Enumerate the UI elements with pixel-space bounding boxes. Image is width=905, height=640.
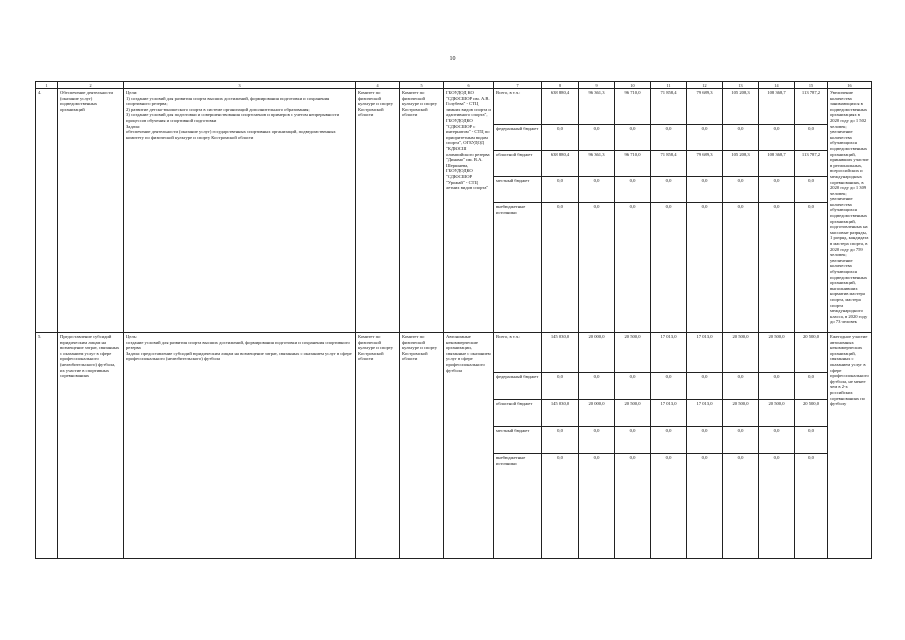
header-cell: 12 (687, 82, 723, 89)
funding-value: 0,0 (687, 203, 723, 333)
funding-value: 0,0 (795, 177, 828, 203)
funding-value: 96 710,0 (615, 151, 651, 177)
funding-source: местный бюджет (494, 177, 542, 203)
header-cell: 7 (494, 82, 542, 89)
header-cell: 5 (400, 82, 444, 89)
funding-value: 20 500,0 (615, 400, 651, 427)
executor: Комитет по физической культуре и спорту Костромской области (356, 333, 400, 559)
co-executor: Комитет по физической культуре и спорту Костромской области (400, 89, 444, 333)
funding-source: федеральный бюджет (494, 125, 542, 151)
funding-value: 0,0 (579, 125, 615, 151)
funding-value: 0,0 (687, 125, 723, 151)
header-cell: 4 (356, 82, 400, 89)
funding-value: 20 500,0 (615, 333, 651, 373)
header-cell: 3 (124, 82, 356, 89)
expected-result: Увеличение количества занимающихся в подведомственных организациях в 2020 году до 1 502 человек; увеличение количества обучающихся подведомственных организаций, принявших участие в региональных, всероссийских и международных соревнованиях, в 2020 году до 1 309 человек; увеличение количества обучающихся подведомственных организаций, подготовленных на массовые разряды, 1 разряд, кандидата в мастера спорта, в 2020 году до 759 человек; увеличение количества обучающихся подведомственных организаций, выполнивших норматив мастера спорта, мастера спорта международного класса, в 2020 году до 73 человек (828, 89, 872, 333)
funding-value: 0,0 (615, 177, 651, 203)
funding-value: 0,0 (542, 125, 579, 151)
funding-value: 17 013,0 (687, 333, 723, 373)
funding-value: 0,0 (542, 177, 579, 203)
header-cell: 8 (542, 82, 579, 89)
funding-value: 20 500,0 (723, 333, 759, 373)
funding-value: 0,0 (687, 454, 723, 559)
funding-value: 0,0 (795, 454, 828, 559)
funding-value: 0,0 (759, 427, 795, 454)
funding-value: 0,0 (651, 203, 687, 333)
funding-value: 0,0 (579, 427, 615, 454)
funding-value: 0,0 (723, 203, 759, 333)
funding-value: 145 030,0 (542, 333, 579, 373)
page-number: 10 (449, 56, 456, 62)
funding-value: 0,0 (542, 427, 579, 454)
funding-value: 0,0 (723, 177, 759, 203)
funding-value: 0,0 (615, 427, 651, 454)
table-row (36, 333, 872, 373)
funding-value: 105 208,3 (723, 151, 759, 177)
funding-value: 0,0 (759, 373, 795, 400)
expected-result: Ежегодное участие автономных некоммерческих организаций, связанных с оказанием услуг в сфере профессионального футбола, не менее чем в 2-х российских соревнованиях по футболу (828, 333, 872, 559)
funding-value: 0,0 (759, 454, 795, 559)
goal-text: Цель: создание условий для развития спорта высших достижений, формирования подготовки и сохранения спортивного резерва Задача: предоставление субсидий юридическим лицам на возмещение затрат, связанных с оказанием услуг в сфере профессионального (нелюбительского) футбола (124, 333, 356, 559)
funding-value: 0,0 (651, 125, 687, 151)
header-cell: 14 (759, 82, 795, 89)
funding-value: 17 013,0 (651, 400, 687, 427)
funding-value: 108 368,7 (759, 151, 795, 177)
row-index: 5. (36, 333, 58, 559)
funding-value: 20 500,0 (759, 400, 795, 427)
header-cell: 9 (579, 82, 615, 89)
funding-value: 20 000,0 (579, 333, 615, 373)
header-cell: 10 (615, 82, 651, 89)
funding-value: 20 500,0 (723, 400, 759, 427)
funding-value: 0,0 (687, 427, 723, 454)
funding-value: 96 361,3 (579, 151, 615, 177)
funding-value: 20 500,0 (795, 333, 828, 373)
funding-value: 0,0 (795, 203, 828, 333)
funding-value: 0,0 (651, 427, 687, 454)
funding-value: 0,0 (542, 454, 579, 559)
co-executor: Комитет по физической культуре и спорту Костромской области (400, 333, 444, 559)
goal-text: Цели: 1) создание условий для развития спорта высших достижений, формирования подготовки и сохранения спортивного резерва; 2) развитие детско-юношеского спорта в системе организаций дополнительного образования; 3) создание условий для подготовки и совершенствования спортсменов и примеров с учетом непрерывности процессов обучения и спортивной подготовки Задача: обеспечение деятельности (оказание услуг) государственных спортивных организаций, подведомственных комитету по физической культуре и спорту Костромской области (124, 89, 356, 333)
funding-value: 0,0 (651, 454, 687, 559)
funding-value: 0,0 (579, 454, 615, 559)
funding-source: областной бюджет (494, 151, 542, 177)
funding-value: 108 368,7 (759, 89, 795, 125)
funding-value: 0,0 (651, 177, 687, 203)
funding-value: 0,0 (615, 125, 651, 151)
funding-value: 0,0 (651, 373, 687, 400)
funding-source: Всего, в т.ч.: (494, 333, 542, 373)
funding-value: 0,0 (579, 177, 615, 203)
funding-value: 0,0 (615, 203, 651, 333)
funding-value: 0,0 (759, 177, 795, 203)
funding-value: 96 710,0 (615, 89, 651, 125)
funding-value: 20 500,0 (759, 333, 795, 373)
funding-value: 96 361,3 (579, 89, 615, 125)
funding-value: 105 208,3 (723, 89, 759, 125)
funding-value: 0,0 (687, 177, 723, 203)
funding-value: 0,0 (795, 427, 828, 454)
row-index: 4. (36, 89, 58, 333)
event-name: Предоставление субсидий юридическим лицам на возмещение затрат, связанных с оказанием услуг в сфере профессионального (нелюбительского) футбола, их участие в спортивных соревнованиях (58, 333, 124, 559)
funding-value: 0,0 (795, 125, 828, 151)
funding-value: 0,0 (579, 203, 615, 333)
event-name: Обеспечение деятельности (оказание услуг) подведомственных организаций (58, 89, 124, 333)
funding-value: 0,0 (723, 454, 759, 559)
funding-value: 20 000,0 (579, 400, 615, 427)
funding-source: Всего, в т.ч.: (494, 89, 542, 125)
funding-value: 0,0 (615, 373, 651, 400)
header-cell: 2 (58, 82, 124, 89)
funding-source: внебюджетные источники (494, 203, 542, 333)
funding-value: 79 689,3 (687, 151, 723, 177)
executor: Комитет по физической культуре и спорту Костромской области (356, 89, 400, 333)
funding-value: 0,0 (759, 125, 795, 151)
funding-value: 0,0 (687, 373, 723, 400)
funding-value: 0,0 (795, 373, 828, 400)
funding-source: местный бюджет (494, 427, 542, 454)
funding-source: областной бюджет (494, 400, 542, 427)
header-cell: 16 (828, 82, 872, 89)
header-cell: 11 (651, 82, 687, 89)
funding-value: 638 880,4 (542, 151, 579, 177)
funding-value: 113 787,2 (795, 89, 828, 125)
header-row (36, 82, 872, 89)
funding-value: 17 013,0 (687, 400, 723, 427)
funding-value: 0,0 (759, 203, 795, 333)
participants: Автономные некоммерческие организации, связанные с оказанием услуг в сфере профессионального футбола (444, 333, 494, 559)
header-cell: 6 (444, 82, 494, 89)
program-table (35, 81, 872, 559)
funding-value: 0,0 (615, 454, 651, 559)
funding-source: федеральный бюджет (494, 373, 542, 400)
funding-value: 0,0 (579, 373, 615, 400)
funding-source: внебюджетные источники (494, 454, 542, 559)
funding-value: 17 013,0 (651, 333, 687, 373)
header-cell: 15 (795, 82, 828, 89)
funding-value: 113 787,2 (795, 151, 828, 177)
funding-value: 71 858,4 (651, 151, 687, 177)
table-row (36, 89, 872, 125)
funding-value: 0,0 (723, 373, 759, 400)
participants: ГБОУДОД КО "СДЮСШОР им. А.В. Голубева" - СТЦ зимних видов спорта и адаптивного спорта", ГБОУДОДКО "СДЮСШОР с интернатом" - СТЦ по приоритетным видам спорта", ОГБУДОД "КДЮСШ олимпийского резерва "Динамо" им. В.А. Шершнева, ГБОУДОДКО "СДЮСШОР "Урожай" - СТЦ летних видов спорта" (444, 89, 494, 333)
funding-value: 145 030,0 (542, 400, 579, 427)
funding-value: 20 500,0 (795, 400, 828, 427)
funding-value: 0,0 (723, 427, 759, 454)
funding-value: 0,0 (723, 125, 759, 151)
header-cell: 13 (723, 82, 759, 89)
header-cell: 1 (36, 82, 58, 89)
funding-value: 71 858,4 (651, 89, 687, 125)
funding-value: 79 689,3 (687, 89, 723, 125)
funding-value: 638 880,4 (542, 89, 579, 125)
funding-value: 0,0 (542, 203, 579, 333)
funding-value: 0,0 (542, 373, 579, 400)
